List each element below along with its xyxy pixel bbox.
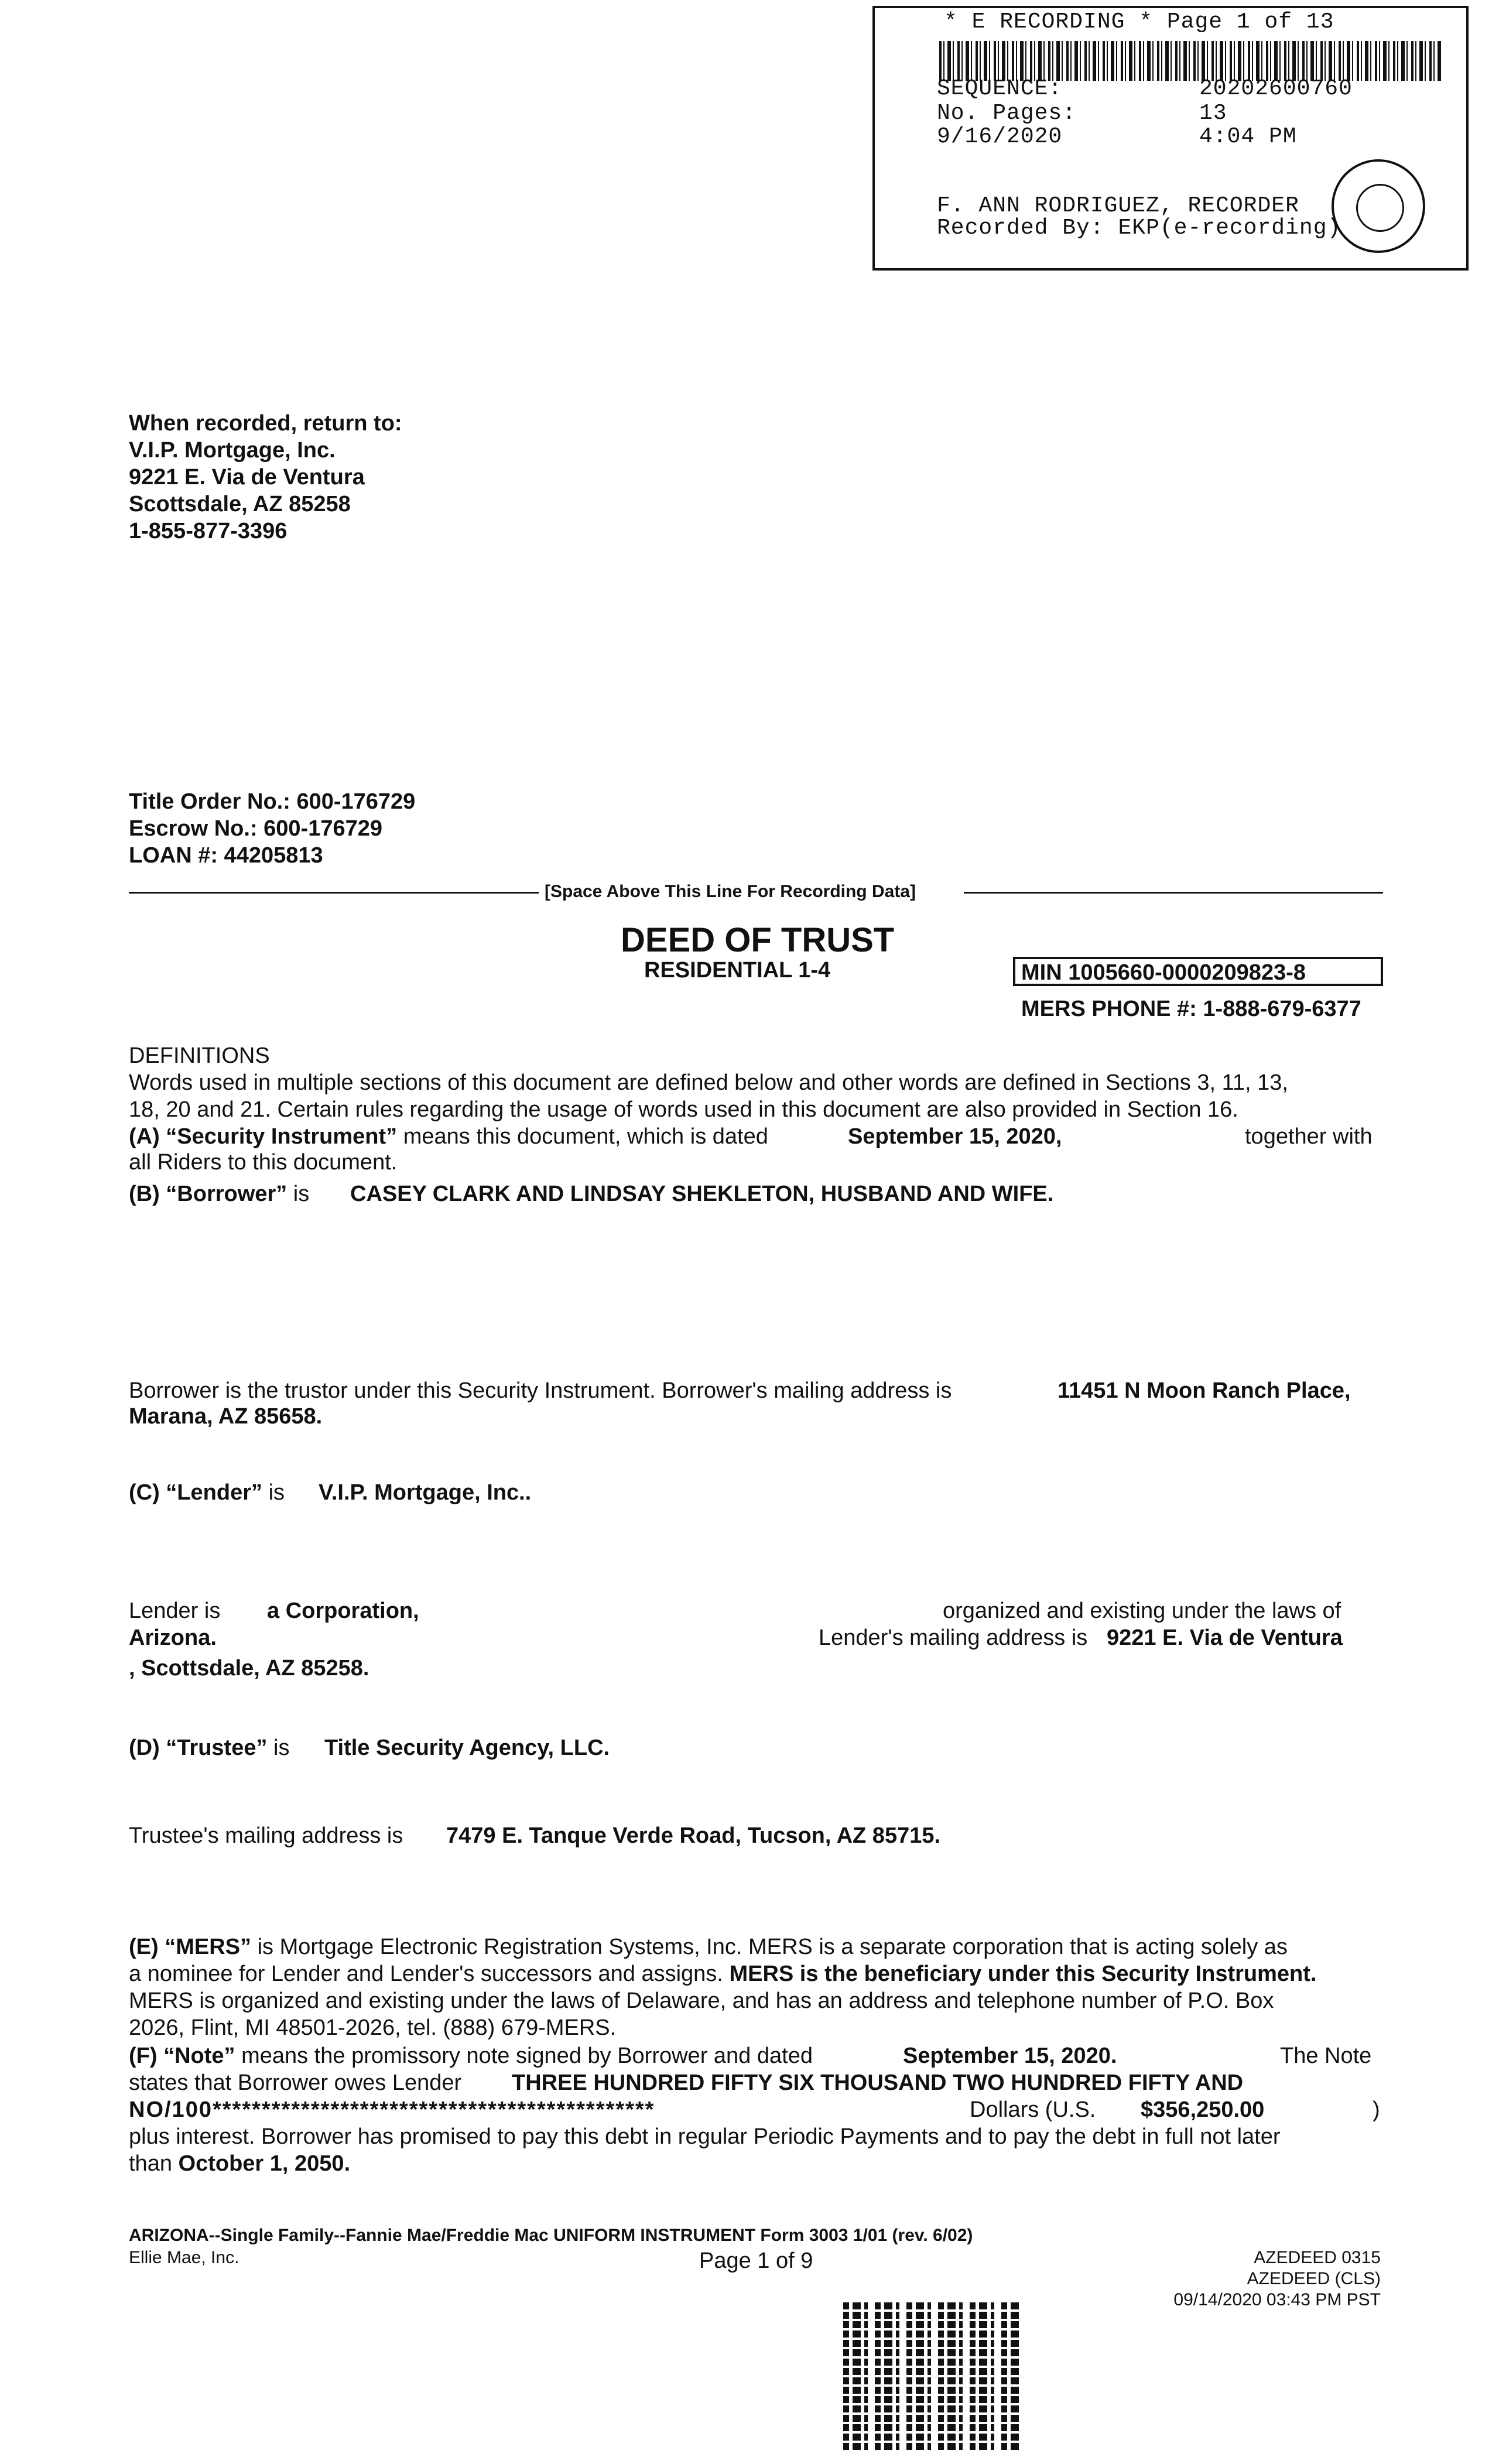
definition-a-tail: together with [1245,1124,1373,1149]
definition-b [129,1180,309,1207]
definitions-heading: DEFINITIONS [129,1043,270,1068]
definition-e [129,1933,1288,1960]
record-time: 4:04 PM [1199,124,1297,149]
trustee-address-value: 7479 E. Tanque Verde Road, Tucson, AZ 85715. [446,1823,941,1848]
definition-f-label: (F) “Note” [129,2044,235,2068]
definition-e-line3: MERS is organized and existing under the laws of Delaware, and has an address and telephone number of P.O. Box [129,1989,1274,2013]
county-recorder-seal-icon [1332,159,1425,253]
return-to-block [129,410,402,545]
definition-a-label: (A) “Security Instrument” [129,1124,398,1149]
definition-f-line5 [129,2150,350,2177]
form-code-2: AZEDEED (CLS) [1247,2269,1381,2288]
definition-d-label: (D) “Trustee” [129,1736,268,1760]
loan-amount-words: THREE HUNDRED FIFTY SIX THOUSAND TWO HUNDRED FIFTY AND [512,2071,1244,2095]
stamp-top-line: * E RECORDING * Page 1 of 13 [944,9,1334,35]
lender-is: Lender is [129,1599,221,1623]
divider-right [964,892,1383,894]
paren-close: ) [1373,2097,1380,2122]
vendor-name: Ellie Mae, Inc. [129,2248,239,2267]
definitions-intro-1: Words used in multiple sections of this document are defined below and other words are defined in Sections 3, 11, 13, [129,1070,1288,1095]
return-to-line: 1-855-877-3396 [129,519,288,543]
document-subtitle: RESIDENTIAL 1-4 [644,958,831,983]
lender-address-line2: , Scottsdale, AZ 85258. [129,1656,369,1681]
divider-left [129,892,539,894]
definition-a [129,1123,768,1150]
recording-space-label: [Space Above This Line For Recording Data] [545,882,916,901]
definition-e-label: (E) “MERS” [129,1935,251,1959]
definition-f-tail: The Note [1280,2044,1372,2068]
borrower-address-value: 11451 N Moon Ranch Place, [1057,1378,1351,1403]
definition-b-label: (B) “Borrower” [129,1182,288,1206]
lender-state: Arizona. [129,1625,217,1650]
return-to-heading: When recorded, return to: [129,411,402,436]
definition-c-is: is [268,1480,285,1505]
loan-amount-words-cont: NO/100********************************************* [129,2097,655,2122]
return-to-line: Scottsdale, AZ 85258 [129,492,351,516]
lender-type: a Corporation, [267,1599,419,1623]
lender-name: V.I.P. Mortgage, Inc.. [319,1480,532,1505]
loan-amount: $356,250.00 [1141,2097,1265,2122]
definition-e-line2-a: a nominee for Lender and Lender's successors and assigns. [129,1962,723,1986]
definition-b-is: is [293,1182,310,1206]
maturity-date: October 1, 2050. [178,2151,351,2176]
footer-codes [1113,2247,1381,2311]
escrow-number: Escrow No.: 600-176729 [129,816,383,841]
page-number: Page 1 of 9 [699,2249,813,2273]
barcode-icon [939,41,1443,81]
return-to-line: V.I.P. Mortgage, Inc. [129,438,336,463]
sequence-label: SEQUENCE: [937,76,1063,101]
form-timestamp: 09/14/2020 03:43 PM PST [1173,2290,1381,2309]
min-number: MIN 1005660-0000209823-8 [1021,960,1306,985]
recording-stamp [872,6,1469,271]
definition-a-line2: all Riders to this document. [129,1150,398,1175]
definition-d-is: is [273,1736,290,1760]
trustee-name: Title Security Agency, LLC. [324,1736,610,1760]
return-to-line: 9221 E. Via de Ventura [129,465,365,490]
pages-value: 13 [1199,101,1227,126]
borrower-names: CASEY CLARK AND LINDSAY SHEKLETON, HUSBAND AND WIFE. [350,1182,1054,1206]
pages-label: No. Pages: [937,101,1077,126]
mers-phone: MERS PHONE #: 1-888-679-6377 [1021,997,1361,1021]
form-line: ARIZONA--Single Family--Fannie Mae/Freddie Mac UNIFORM INSTRUMENT Form 3003 1/01 (rev. 6/02) [129,2226,973,2245]
document-title: DEED OF TRUST [621,921,895,959]
definition-e-line1: is Mortgage Electronic Registration Systems, Inc. MERS is a separate corporation that is acting solely as [257,1935,1288,1959]
2d-barcode-icon [843,2300,1019,2450]
definition-a-text: means this document, which is dated [403,1124,768,1149]
sequence-value: 20202600760 [1199,76,1353,101]
definition-f [129,2042,813,2069]
lender-address-text: Lender's mailing address is [819,1625,1088,1650]
borrower-address-line2: Marana, AZ 85658. [129,1404,323,1429]
definition-d [129,1734,290,1761]
note-date: September 15, 2020. [903,2044,1117,2068]
reference-block [129,788,415,869]
loan-number: LOAN #: 44205813 [129,843,323,868]
definition-f-text: means the promissory note signed by Borrower and dated [241,2044,813,2068]
definition-c [129,1479,285,1506]
trustee-address-text: Trustee's mailing address is [129,1823,403,1848]
record-date: 9/16/2020 [937,124,1063,149]
recorder-name: F. ANN RODRIGUEZ, RECORDER [937,193,1299,218]
dollars-label: Dollars (U.S. [970,2097,1096,2122]
definition-f-line4: plus interest. Borrower has promised to pay this debt in regular Periodic Payments and to pay the debt in full not later [129,2124,1281,2149]
title-order-number: Title Order No.: 600-176729 [129,789,416,814]
definition-f-line2-a: states that Borrower owes Lender [129,2071,462,2095]
recorded-by: Recorded By: EKP(e-recording) [937,215,1341,241]
definition-e-line2-b: MERS is the beneficiary under this Security Instrument. [729,1962,1317,1986]
lender-address-value: 9221 E. Via de Ventura [1107,1625,1343,1650]
definition-c-label: (C) “Lender” [129,1480,262,1505]
definitions-intro-2: 18, 20 and 21. Certain rules regarding the usage of words used in this document are also provided in Section 16. [129,1097,1238,1122]
definition-e-line4: 2026, Flint, MI 48501-2026, tel. (888) 679-MERS. [129,2015,617,2040]
borrower-address-text: Borrower is the trustor under this Security Instrument. Borrower's mailing address is [129,1378,952,1403]
definition-f-line5-a: than [129,2151,172,2176]
definition-e-line2 [129,1960,1316,1987]
form-code-1: AZEDEED 0315 [1254,2248,1381,2267]
security-instrument-date: September 15, 2020, [848,1124,1062,1149]
lender-organized: organized and existing under the laws of [943,1599,1341,1623]
